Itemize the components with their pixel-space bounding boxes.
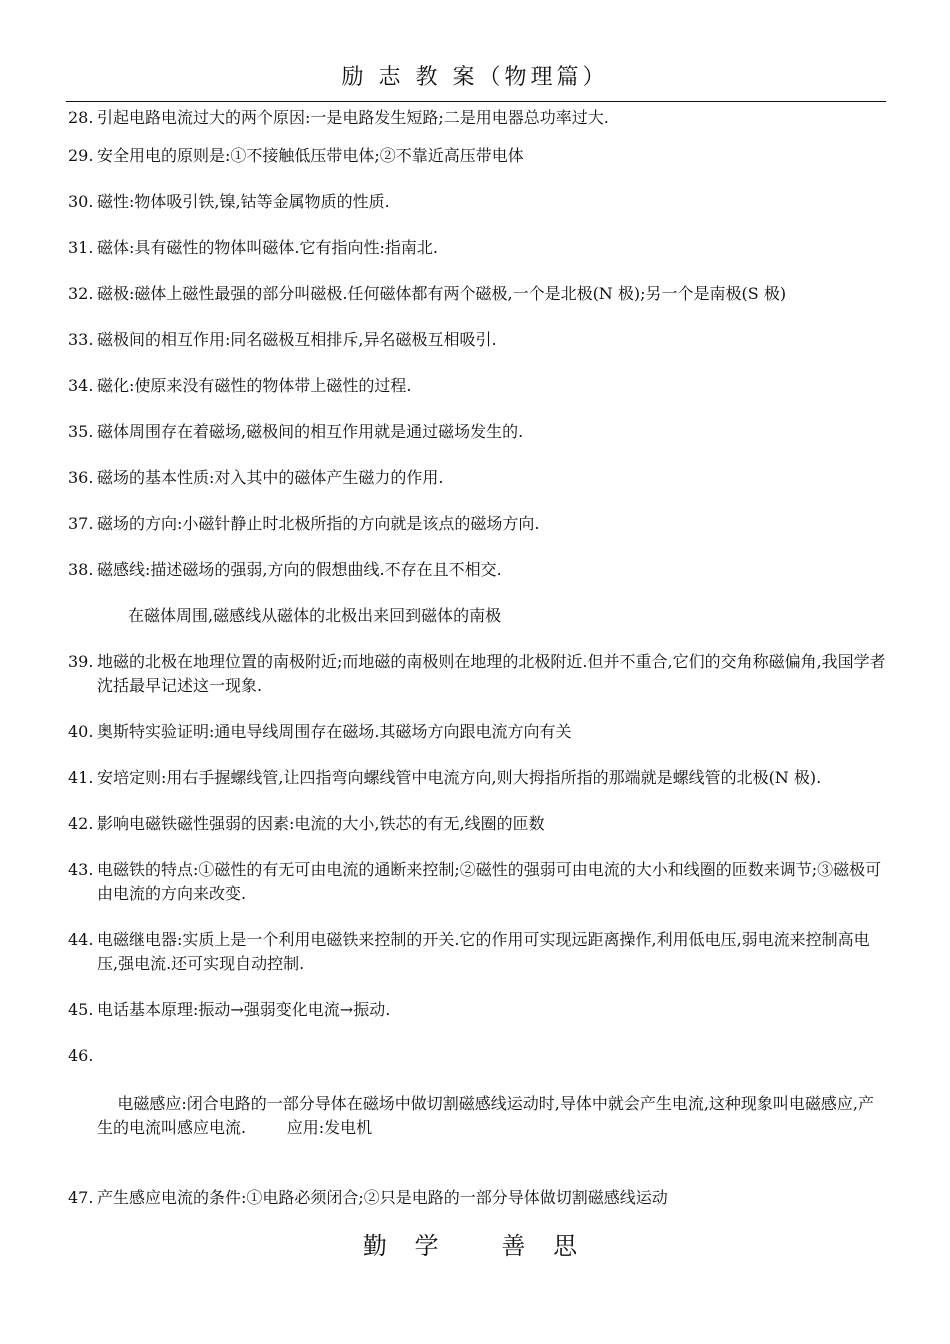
list-item-38 <box>68 558 888 582</box>
list-item-28 <box>68 106 888 130</box>
list-item-30 <box>68 190 888 214</box>
list-item-45 <box>68 998 888 1022</box>
list-item-32 <box>68 282 857 306</box>
item-text: 地磁的北极在地理位置的南极附近;而地磁的南极则在地理的北极附近.但并不重合,它们的交角称磁偏角,我国学者沈括最早记述这一现象. <box>97 652 886 695</box>
item-number: 47. <box>68 1188 94 1207</box>
list-item-36 <box>68 466 888 490</box>
item-number: 32. <box>68 284 94 303</box>
item-text: 磁化:使原来没有磁性的物体带上磁性的过程. <box>97 376 412 395</box>
list-item-34 <box>68 374 888 398</box>
list-item-29 <box>68 144 888 168</box>
item-number: 44. <box>68 930 94 949</box>
item-number: 37. <box>68 514 94 533</box>
item-text: 奥斯特实验证明:通电导线周围存在磁场.其磁场方向跟电流方向有关 <box>97 722 572 741</box>
item-number: 34. <box>68 376 94 395</box>
item-text: 影响电磁铁磁性强弱的因素:电流的大小,铁芯的有无,线圈的匝数 <box>97 814 545 833</box>
item-number: 40. <box>68 722 94 741</box>
item-text: 电磁继电器:实质上是一个利用电磁铁来控制的开关.它的作用可实现远距离操作,利用低电压,弱电流来控制高电压,强电流.还可实现自动控制. <box>97 930 870 973</box>
item-number: 36. <box>68 468 94 487</box>
item-38-note: 在磁体周围,磁感线从磁体的北极出来回到磁体的南极 <box>128 606 502 625</box>
page-header-title: 励 志 教 案（物理篇） <box>341 65 609 90</box>
item-number: 28. <box>68 108 94 127</box>
list-item-40 <box>68 720 888 744</box>
item-number: 41. <box>68 768 94 787</box>
item-text: 安全用电的原则是:①不接触低压带电体;②不靠近高压带电体 <box>97 146 524 165</box>
item-number: 45. <box>68 1000 94 1019</box>
list-item-43 <box>68 858 888 906</box>
list-item-33 <box>68 328 888 352</box>
item-text: 磁极:磁体上磁性最强的部分叫磁极.任何磁体都有两个磁极,一个是北极(N 极);另一个是南极(S 极) <box>97 284 787 303</box>
item-text: 磁感线:描述磁场的强弱,方向的假想曲线.不存在且不相交. <box>97 560 502 579</box>
item-text: 磁场的基本性质:对入其中的磁体产生磁力的作用. <box>97 468 444 487</box>
item-number: 42. <box>68 814 94 833</box>
item-number: 39. <box>68 652 94 671</box>
item-text: 电磁铁的特点:①磁性的有无可由电流的通断来控制;②磁性的强弱可由电流的大小和线圈的匝数来调节;③磁极可由电流的方向来改变. <box>97 860 882 903</box>
item-text: 引起电路电流过大的两个原因:一是电路发生短路;二是用电器总功率过大. <box>97 108 609 127</box>
list-item-31 <box>68 236 888 260</box>
item-number: 31. <box>68 238 94 257</box>
item-text: 磁极间的相互作用:同名磁极互相排斥,异名磁极互相吸引. <box>97 330 497 349</box>
item-number: 35. <box>68 422 94 441</box>
item-text: 电话基本原理:振动→强弱变化电流→振动. <box>97 1000 391 1019</box>
list-item-46 <box>68 1044 888 1164</box>
list-item-37 <box>68 512 888 536</box>
list-item-47 <box>68 1186 888 1210</box>
page-footer-motto: 勤 学 善 思 <box>362 1232 588 1260</box>
item-text: 电磁感应:闭合电路的一部分导体在磁场中做切割磁感线运动时,导体中就会产生电流,这种现象叫电磁感应,产生的电流叫感应电流. 应用:发电机 <box>97 1094 874 1137</box>
item-text: 产生感应电流的条件:①电路必须闭合;②只是电路的一部分导体做切割磁感线运动 <box>97 1188 668 1207</box>
list-item-39 <box>68 650 888 698</box>
item-number: 33. <box>68 330 94 349</box>
item-number: 38. <box>68 560 94 579</box>
item-text: 磁体周围存在着磁场,磁极间的相互作用就是通过磁场发生的. <box>97 422 524 441</box>
list-item-44 <box>68 928 888 976</box>
item-text: 磁体:具有磁性的物体叫磁体.它有指向性:指南北. <box>97 238 438 257</box>
item-text: 磁性:物体吸引铁,镍,钴等金属物质的性质. <box>97 192 390 211</box>
item-number: 30. <box>68 192 94 211</box>
item-number: 29. <box>68 146 94 165</box>
list-item-42 <box>68 812 888 836</box>
header-rule <box>66 101 886 102</box>
item-number: 43. <box>68 860 94 879</box>
item-number: 46. <box>68 1046 94 1065</box>
item-text: 安培定则:用右手握螺线管,让四指弯向螺线管中电流方向,则大拇指所指的那端就是螺线管的北极(N 极). <box>97 768 822 787</box>
item-text: 磁场的方向:小磁针静止时北极所指的方向就是该点的磁场方向. <box>97 514 540 533</box>
list-item-35 <box>68 420 888 444</box>
list-item-41 <box>68 766 888 790</box>
document-body <box>68 106 888 1232</box>
